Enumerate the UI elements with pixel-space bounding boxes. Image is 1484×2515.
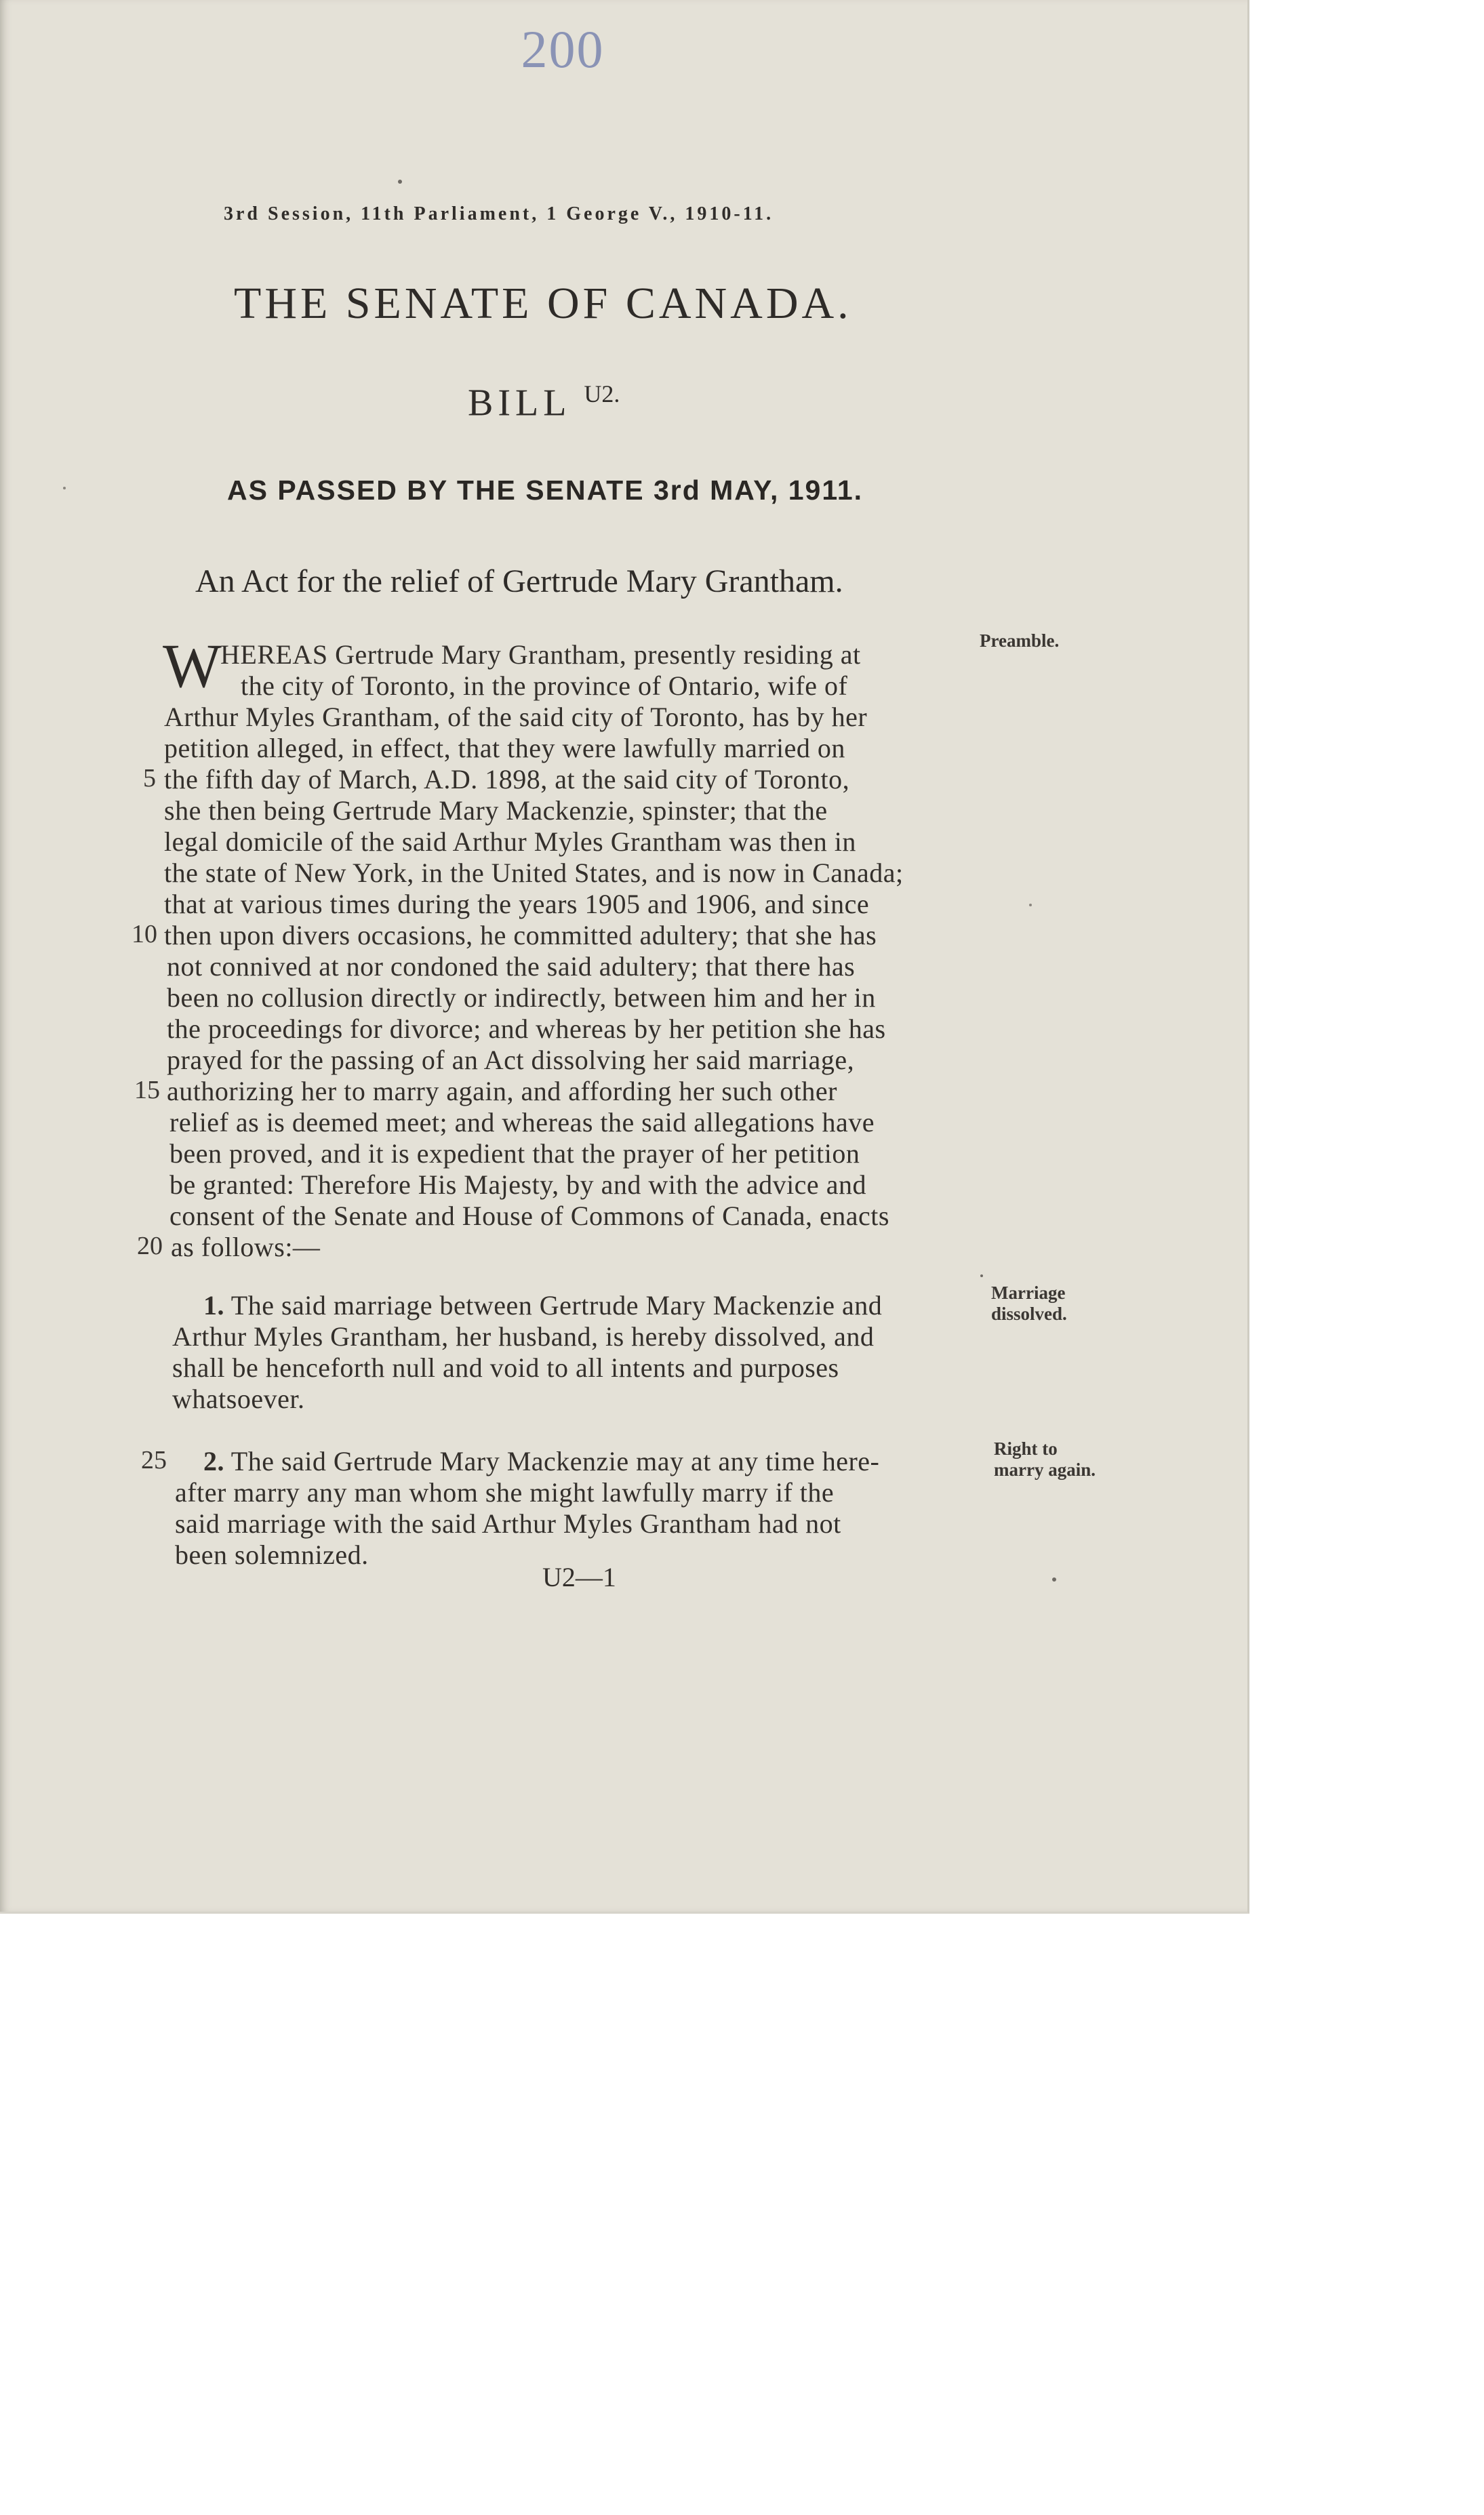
- preamble-line: not connived at nor condoned the said adultery; that there has: [167, 951, 856, 982]
- line-number: 20: [137, 1232, 163, 1260]
- section-line: shall be henceforth null and void to all intents and purposes: [172, 1352, 839, 1383]
- session-line: 3rd Session, 11th Parliament, 1 George V., 1910-11.: [224, 203, 774, 224]
- margin-note-line: dissolved.: [991, 1304, 1067, 1325]
- preamble-line: Arthur Myles Grantham, of the said city of Toronto, has by her: [164, 702, 868, 732]
- preamble-line: consent of the Senate and House of Commons of Canada, enacts: [169, 1201, 889, 1231]
- preamble-line: prayed for the passing of an Act dissolving her said marriage,: [167, 1045, 855, 1075]
- margin-note-line: Right to: [994, 1438, 1058, 1459]
- section-number: 2.: [203, 1446, 224, 1476]
- preamble-line: she then being Gertrude Mary Mackenzie, spinster; that the: [164, 795, 828, 826]
- preamble-line: as follows:—: [171, 1232, 321, 1262]
- line-number: 5: [143, 764, 156, 792]
- preamble-line: the city of Toronto, in the province of Ontario, wife of: [241, 670, 848, 701]
- preamble-line: the state of New York, in the United States, and is now in Canada;: [164, 858, 904, 888]
- section-line: whatsoever.: [172, 1384, 305, 1414]
- preamble-line: then upon divers occasions, he committed adultery; that she has: [164, 920, 877, 950]
- bill-prefix: BILL: [468, 382, 570, 424]
- section-number: 1.: [203, 1290, 224, 1321]
- drop-cap: W: [163, 631, 222, 700]
- section-line: Arthur Myles Grantham, her husband, is hereby dissolved, and: [172, 1321, 875, 1352]
- section-line: after marry any man whom she might lawfully marry if the: [175, 1477, 835, 1508]
- line-number: 25: [141, 1446, 167, 1474]
- footer-bill-code: U2—1: [542, 1562, 616, 1592]
- section-text: The said Gertrude Mary Mackenzie may at any time here-: [230, 1446, 880, 1476]
- preamble-line: legal domicile of the said Arthur Myles Grantham was then in: [164, 826, 856, 857]
- page-stamp-number: 200: [521, 20, 605, 79]
- preamble-line: the fifth day of March, A.D. 1898, at the said city of Toronto,: [164, 764, 850, 794]
- preamble-line: petition alleged, in effect, that they were lawfully married on: [164, 733, 845, 763]
- margin-note-preamble: Preamble.: [980, 630, 1060, 651]
- preamble-line: been no collusion directly or indirectly, between him and her in: [167, 982, 876, 1013]
- preamble-line: be granted: Therefore His Majesty, by and with the advice and: [169, 1169, 866, 1200]
- section-text: The said marriage between Gertrude Mary Mackenzie and: [230, 1290, 883, 1321]
- passed-line: AS PASSED BY THE SENATE 3rd MAY, 1911.: [227, 475, 864, 506]
- senate-title: THE SENATE OF CANADA.: [234, 279, 852, 328]
- bill-code: U2.: [584, 380, 620, 407]
- act-title: An Act for the relief of Gertrude Mary Grantham.: [195, 563, 843, 599]
- preamble-line: relief as is deemed meet; and whereas the said allegations have: [169, 1107, 875, 1138]
- line-number: 15: [134, 1076, 160, 1104]
- section-line: been solemnized.: [175, 1540, 369, 1570]
- preamble-line: been proved, and it is expedient that the prayer of her petition: [169, 1138, 860, 1169]
- margin-note-line: Marriage: [991, 1283, 1066, 1303]
- preamble-line: the proceedings for divorce; and whereas by her petition she has: [167, 1013, 886, 1044]
- preamble-line: HEREAS Gertrude Mary Grantham, presently residing at: [220, 639, 861, 670]
- preamble-line: authorizing her to marry again, and affording her such other: [167, 1076, 837, 1106]
- section-line: said marriage with the said Arthur Myles Grantham had not: [175, 1508, 841, 1539]
- margin-note-line: marry again.: [994, 1460, 1096, 1481]
- line-number: 10: [132, 920, 157, 948]
- preamble-line: that at various times during the years 1905 and 1906, and since: [164, 889, 870, 919]
